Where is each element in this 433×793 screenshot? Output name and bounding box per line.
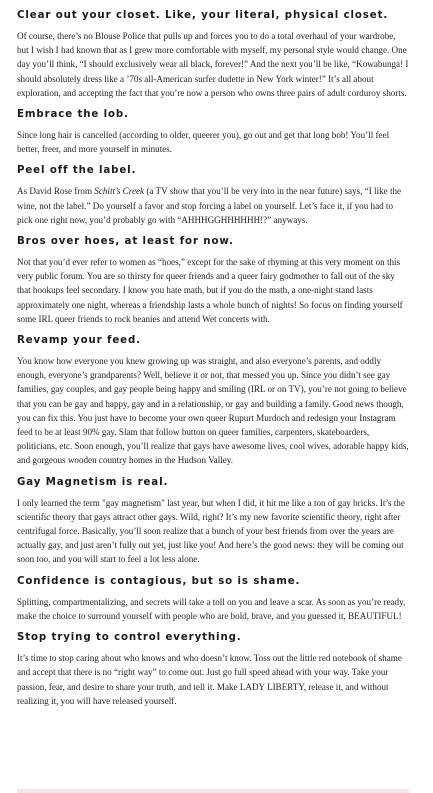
section-bros-over-hoes [17, 234, 409, 326]
section-clear-out-closet [17, 8, 409, 100]
paragraph-text: As David Rose from [17, 186, 95, 197]
section-heading: Revamp your feed. [17, 335, 141, 347]
section-paragraph: You know how everyone you knew growing up was straight, and also everyone’s parents, and oddly enough, everyone’s grandparents? Well, believe it or not, that messed you up. Since you didn’t see gay families, gay couples, and gay people being happy and smiling (IRL or on TV), you’re not going to believe that you can be gay and happy, gay and in a relationship, or gay and building a family. Good news though, you can fix this. You just have to become your own queer Rupurt Murdoch and redesign your Instagram feed to be at least 90% gay. Slam that follow button on queer families, carpenters, skateboarders, politicians, etc. Soon enough, you’ll realize that gays have awesome lives, cool wives, adorable happy kids, and gorgeous wooden country homes in the Hudson Valley. [17, 356, 409, 466]
section-paragraph: Since long hair is cancelled (according to older, queerer you), go out and get that long bob! You’ll feel better, freer, and more yourself in minutes. [17, 130, 390, 155]
section-paragraph: Splitting, compartmentalizing, and secrets will take a toll on you and leave a scar. As soon as you’re ready, make the choice to surround yourself with people who are bold, brave, and you guessed it, BEAUTIFUL! [17, 596, 406, 621]
section-heading: Bros over hoes, at least for now. [17, 236, 234, 248]
paragraph-text: (a TV show that you’ll be very into in the near future) says, “I like the wine, not the label.” Do yourself a favor and stop forcing a label on yourself. Let’s face it, if you had to pick one right now, you’d probably go with “AHHHGGHHHHHH!?” anyways. [17, 186, 402, 225]
section-paragraph: I only learned the term "gay magnetism" last year, but when I did, it hit me like a ton of gay bricks. It’s the scientific theory that gays attract other gays. Wild, right? It’s my new favorite scientific theory, right after centrifugal force. Basically, you’ll soon realize that a bunch of your best friends from over the years are actually gay, and just aren’t fully out yet, just like you! And here’s the good news: they will be coming out soon too, and you will start to feel a lot less alone. [17, 497, 405, 565]
show-title: Schitt’s Creek [94, 186, 145, 197]
section-revamp-feed [17, 333, 409, 468]
section-heading: Gay Magnetism is real. [17, 476, 169, 488]
section-heading: Embrace the lob. [17, 109, 129, 121]
section-stop-controlling [17, 630, 409, 708]
section-confidence [17, 574, 409, 623]
bottom-divider [17, 789, 409, 793]
section-heading: Stop trying to control everything. [17, 632, 242, 644]
section-paragraph: Not that you’d ever refer to women as “hoes,” except for the sake of rhyming at this very moment on this very public forum. You are so thirsty for queer friends and a queer fairy godmother to fall out of the sky that hookups feel secondary. I know you hate math, but if you do the math, a one-night stand lasts approximately one night, whereas a friendship lasts a whole bunch of nights! So focus on finding yourself some IRL queer friends to rock beanies and attend Wet concerts with. [17, 257, 403, 324]
section-heading: Confidence is contagious, but so is shame. [17, 575, 301, 587]
section-embrace-lob [17, 107, 409, 156]
section-paragraph: It’s time to stop caring about who knows and who doesn’t know. Toss out the little red notebook of shame and accept that there is no “right way” to come out. Just go full speed ahead with your way. Take your passion, fear, and desire to share your truth, and tell it. Make LADY LIBERTY, release it, and without realizing it, you will have released yourself. [17, 653, 402, 706]
section-peel-label [17, 163, 409, 227]
section-gay-magnetism [17, 475, 409, 567]
article-body [17, 8, 409, 715]
section-paragraph: Of course, there’s no Blouse Police that pulls up and forces you to do a total overhaul of your wardrobe, but I wish I had known that as I grew more comfortable with myself, my personal style would change. One day you’ll think, “I should exclusively wear all black, forever!” And the next you’ll be like, “Kowabunga! I should absolutely dress like a ’70s all-American surfer dudette in New York winter!” It’s all about exploration, and accepting the fact that you’re now a person who owns three pairs of adult corduroy shorts. [17, 31, 409, 98]
section-heading: Peel off the label. [17, 165, 137, 177]
section-paragraph [17, 184, 409, 227]
section-heading: Clear out your closet. Like, your literal, physical closet. [17, 10, 389, 21]
